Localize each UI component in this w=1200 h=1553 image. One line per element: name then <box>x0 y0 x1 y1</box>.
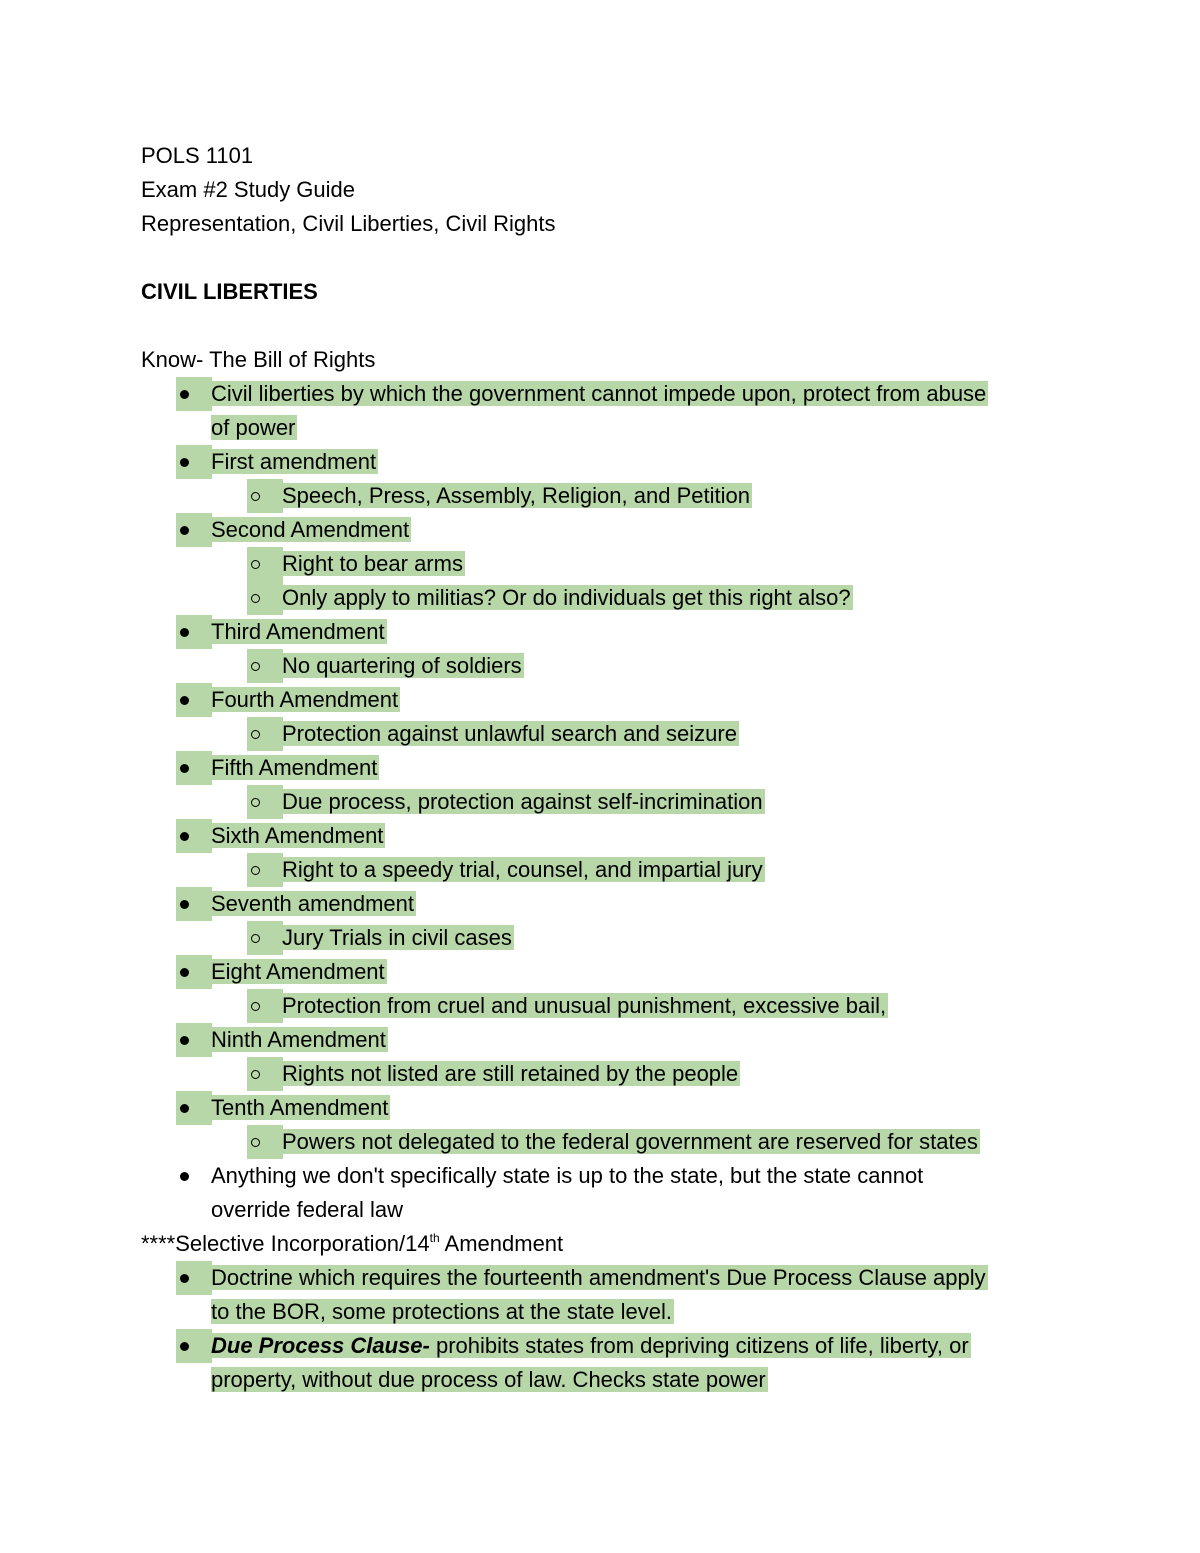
list-item: Third Amendment <box>141 615 1061 649</box>
list-item: Sixth Amendment <box>141 819 1061 853</box>
list-item: Doctrine which requires the fourteenth amendment's Due Process Clause apply <box>141 1261 1061 1295</box>
bullet-icon <box>180 628 189 637</box>
bullet-icon <box>180 696 189 705</box>
section-heading: CIVIL LIBERTIES <box>141 279 318 304</box>
list-item: Seventh amendment <box>141 887 1061 921</box>
list-item: Tenth Amendment <box>141 1091 1061 1125</box>
know-label: Know- The Bill of Rights <box>141 347 376 372</box>
list-item: Eight Amendment <box>141 955 1061 989</box>
hollow-bullet-icon <box>251 730 260 739</box>
sub-list-item: No quartering of soldiers <box>141 649 1061 683</box>
hollow-bullet-icon <box>251 1070 260 1079</box>
bullet-icon <box>180 390 189 399</box>
document-topics: Representation, Civil Liberties, Civil Rights <box>141 211 556 236</box>
hollow-bullet-icon <box>251 594 260 603</box>
sub-list-item: Due process, protection against self-incrimination <box>141 785 1061 819</box>
bullet-icon <box>180 1036 189 1045</box>
bullet-icon <box>180 1274 189 1283</box>
hollow-bullet-icon <box>251 492 260 501</box>
sub-list-item: Powers not delegated to the federal government are reserved for states <box>141 1125 1061 1159</box>
sub-list-item: Rights not listed are still retained by the people <box>141 1057 1061 1091</box>
sub-list-item: Jury Trials in civil cases <box>141 921 1061 955</box>
bullet-icon <box>180 458 189 467</box>
hollow-bullet-icon <box>251 1138 260 1147</box>
list-item: Ninth Amendment <box>141 1023 1061 1057</box>
document-title: Exam #2 Study Guide <box>141 177 356 202</box>
bullet-icon <box>180 764 189 773</box>
term-label: Due Process Clause- <box>211 1333 430 1358</box>
list-item: Civil liberties by which the government cannot impede upon, protect from abuse <box>141 377 1061 411</box>
sub-list-item: Speech, Press, Assembly, Religion, and Petition <box>141 479 1061 513</box>
hollow-bullet-icon <box>251 866 260 875</box>
course-code: POLS 1101 <box>141 143 254 168</box>
list-item: Fourth Amendment <box>141 683 1061 717</box>
sub-list-item: Right to bear arms <box>141 547 1061 581</box>
list-item: Anything we don't specifically state is up to the state, but the state cannot <box>141 1159 1061 1193</box>
bullet-icon <box>180 1342 189 1351</box>
list-item: Second Amendment <box>141 513 1061 547</box>
sub-list-item: Protection from cruel and unusual punishment, excessive bail, <box>141 989 1061 1023</box>
bullet-icon <box>180 968 189 977</box>
list-item-continuation: of power <box>211 415 296 440</box>
sub-list-item: Only apply to militias? Or do individuals get this right also? <box>141 581 1061 615</box>
sub-list-item: Right to a speedy trial, counsel, and impartial jury <box>141 853 1061 887</box>
sub-list-item: Protection against unlawful search and seizure <box>141 717 1061 751</box>
incorporation-heading: ****Selective Incorporation/14th Amendment <box>141 1231 564 1256</box>
list-item-continuation: override federal law <box>211 1197 403 1222</box>
bullet-icon <box>180 1104 189 1113</box>
hollow-bullet-icon <box>251 798 260 807</box>
bullet-icon <box>180 526 189 535</box>
list-item: Fifth Amendment <box>141 751 1061 785</box>
bullet-icon <box>180 900 189 909</box>
bullet-icon <box>180 1172 189 1181</box>
list-item-continuation: to the BOR, some protections at the state level. <box>211 1299 673 1324</box>
list-item: Due Process Clause- prohibits states from depriving citizens of life, liberty, or <box>141 1329 1061 1363</box>
hollow-bullet-icon <box>251 560 260 569</box>
hollow-bullet-icon <box>251 662 260 671</box>
hollow-bullet-icon <box>251 934 260 943</box>
bullet-icon <box>180 832 189 841</box>
list-item-continuation: property, without due process of law. Checks state power <box>211 1367 766 1392</box>
document-page <box>141 139 1061 1397</box>
list-item: First amendment <box>141 445 1061 479</box>
hollow-bullet-icon <box>251 1002 260 1011</box>
